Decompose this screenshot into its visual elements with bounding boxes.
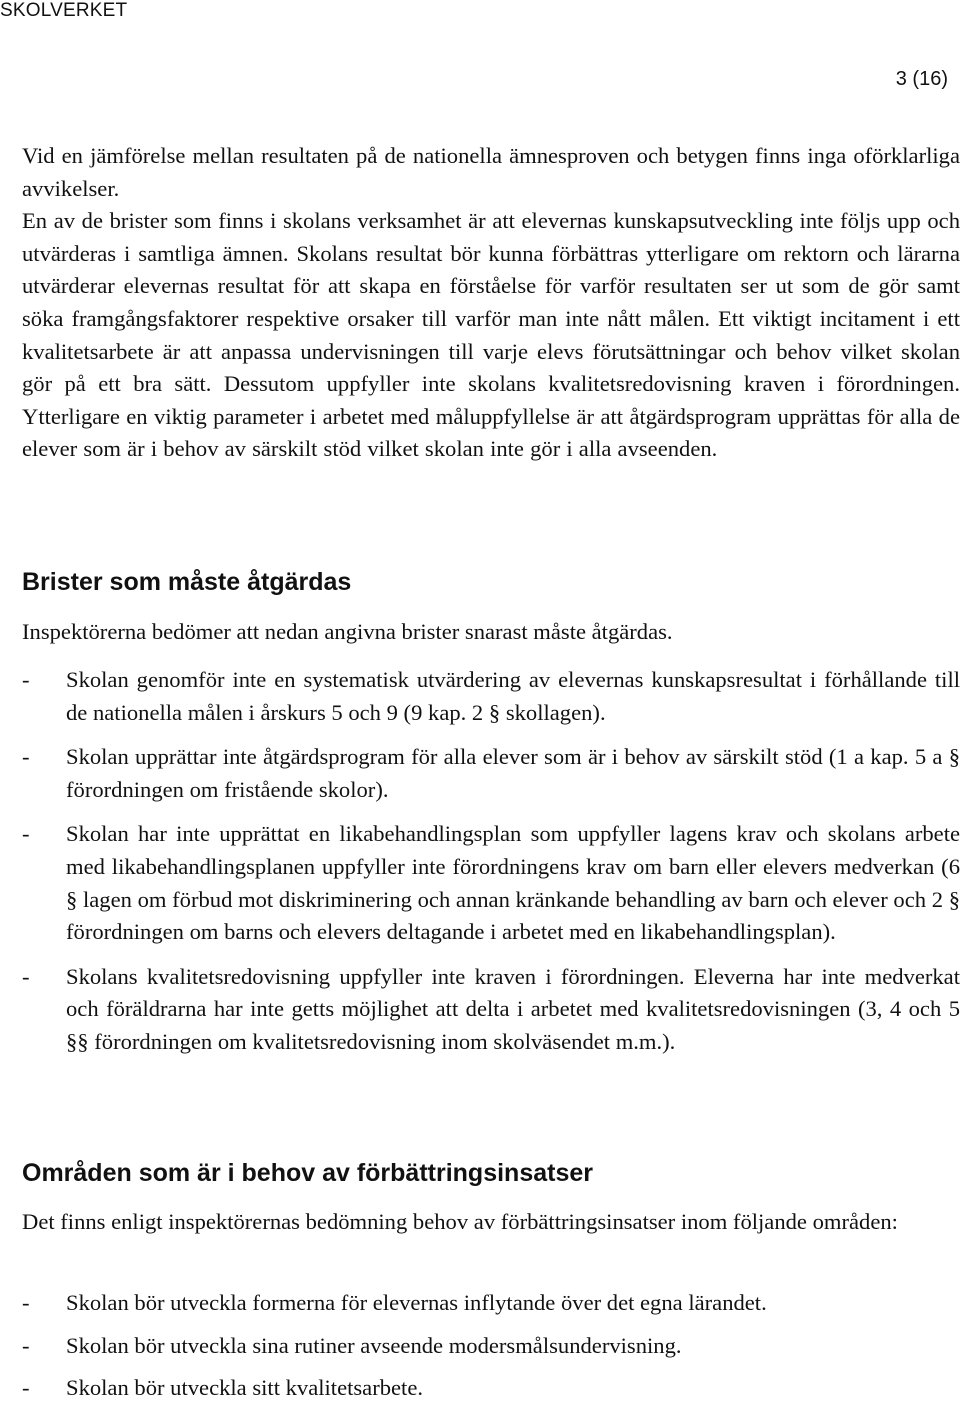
page-number: 3 (16) bbox=[895, 68, 948, 90]
bullet-dash: - bbox=[22, 963, 30, 989]
section-heading-brister: Brister som måste åtgärdas bbox=[22, 568, 352, 596]
list-item bbox=[22, 818, 960, 948]
list-item bbox=[22, 1330, 960, 1363]
list-item-text: Skolan bör utveckla formerna för elevernas inflytande över det egna lärandet. bbox=[66, 1290, 767, 1315]
header-organization: SKOLVERKET bbox=[0, 0, 128, 21]
paragraph-1: Vid en jämförelse mellan resultaten på de nationella ämnesproven och betygen finns inga oförklarliga avvikelser. bbox=[22, 143, 960, 201]
list-item-text: Skolan bör utveckla sitt kvalitetsarbete. bbox=[66, 1375, 424, 1401]
bullet-dash: - bbox=[22, 1375, 30, 1401]
forbattring-list bbox=[22, 1287, 960, 1415]
section-heading-omraden: Områden som är i behov av förbättringsinsatser bbox=[22, 1159, 593, 1187]
list-item-text: Skolan bör utveckla sina rutiner avseende modersmålsundervisning. bbox=[66, 1332, 682, 1358]
bullet-dash: - bbox=[22, 821, 30, 847]
section-intro-omraden: Det finns enligt inspektörernas bedömning behov av förbättringsinsatser inom följande områden: bbox=[22, 1209, 898, 1234]
list-item-text: Skolan upprättar inte åtgärdsprogram för alla elever som är i behov av särskilt stöd (1 a kap. 5 a § förordningen om fristående skolor). bbox=[66, 744, 960, 802]
list-item bbox=[22, 1372, 960, 1405]
body-text bbox=[22, 140, 960, 466]
bullet-dash: - bbox=[22, 667, 30, 692]
bullet-dash: - bbox=[22, 744, 30, 770]
bullet-dash: - bbox=[22, 1290, 30, 1315]
list-item bbox=[22, 664, 960, 729]
list-item bbox=[22, 1287, 960, 1320]
bullet-dash: - bbox=[22, 1332, 30, 1358]
brister-list bbox=[22, 664, 960, 1071]
list-item-text: Skolan genomför inte en systematisk utvärdering av elevernas kunskapsresultat i förhållande till de nationella målen i årskurs 5 och 9 (9 kap. 2 § skollagen). bbox=[66, 667, 960, 725]
list-item-text: Skolan har inte upprättat en likabehandlingsplan som uppfyller lagens krav och skolans arbete med likabehandlingsplanen uppfyller inte förordningens krav om barn eller elevers medverkan (6 § lagen om förbud mot diskriminering och annan kränkande behandling av barn och elever och 2 § förordningen om barns och elevers deltagande i arbetet med en likabehandlingsplan). bbox=[66, 821, 960, 945]
list-item bbox=[22, 741, 960, 806]
list-item-text: Skolans kvalitetsredovisning uppfyller inte kraven i förordningen. Eleverna har inte medverkat och föräldrarna har inte getts möjlighet att delta i arbetet med kvalitetsredovisningen (3, 4 och 5 §§ förordningen om kvalitetsredovisning inom skolväsendet m.m.). bbox=[66, 963, 960, 1054]
list-item bbox=[22, 961, 960, 1059]
paragraph-2: En av de brister som finns i skolans verksamhet är att elevernas kunskapsutveckling inte följs upp och utvärderas i samtliga ämnen. Skolans resultat bör kunna förbättras ytterligare om rektorn och lärarna utvärderar elevernas resultat för att skapa en förståelse för varför resultaten ser ut som de gör samt söka framgångsfaktorer respektive orsaker till varför man inte nått målen. Ett viktigt incitament i ett kvalitetsarbete är att anpassa undervisningen till varje elevs förutsättningar och behov vilket skolan gör på ett bra sätt. Dessutom uppfyller inte skolans kvalitetsredovisning kraven i förordningen. Ytterligare en viktig parameter i arbetet med måluppfyllelse är att åtgärdsprogram upprättas för alla de elever som är i behov av särskilt stöd vilket skolan inte gör i alla avseenden. bbox=[22, 208, 960, 462]
section-intro-brister: Inspektörerna bedömer att nedan angivna brister snarast måste åtgärdas. bbox=[22, 619, 673, 644]
